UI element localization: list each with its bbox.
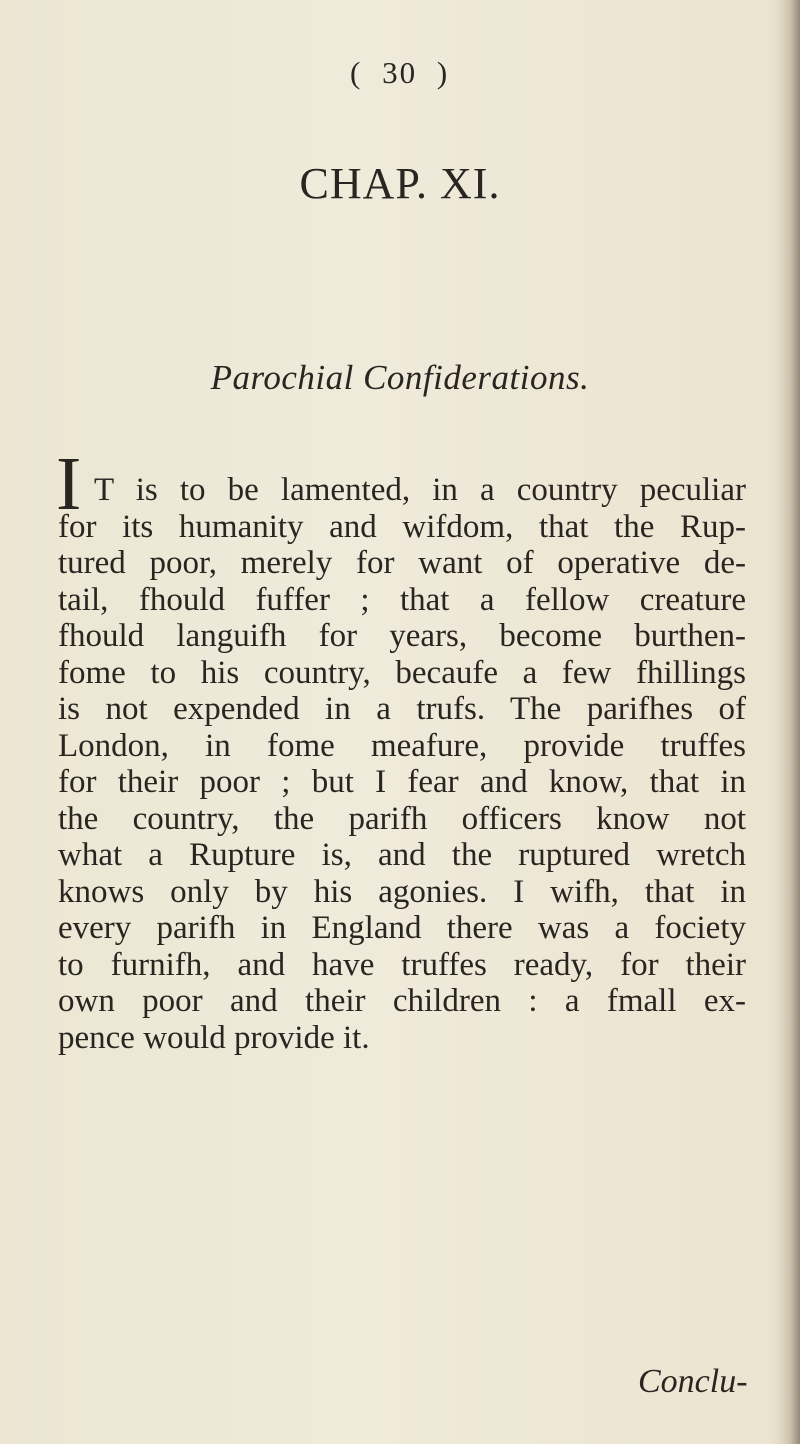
body-line: the country, the parifh officers know not [58, 800, 746, 837]
catchword: Conclu- [638, 1363, 748, 1400]
page-edge-shadow [778, 0, 800, 1444]
body-line: knows only by his agonies. I wifh, that in [58, 873, 746, 910]
body-line: to furnifh, and have truffes ready, for their [58, 946, 746, 983]
body-line: fome to his country, becaufe a few fhillings [58, 654, 746, 691]
drop-cap: I [56, 442, 82, 526]
page-number: ( 30 ) [350, 55, 450, 90]
body-line: for their poor ; but I fear and know, that in [58, 764, 746, 800]
body-line: tail, fhould fuffer ; that a fellow creature [58, 581, 746, 618]
chapter-title: Parochial Confiderations. [210, 358, 590, 397]
body-line: pence would provide it. [58, 1019, 370, 1056]
chapter-heading: CHAP. XI. [299, 159, 501, 208]
body-line: every parifh in England there was a fociety [58, 910, 746, 946]
body-line: tured poor, merely for want of operative de- [58, 545, 746, 581]
body-line: fhould languifh for years, become burthen- [58, 618, 746, 654]
body-line: own poor and their children : a fmall ex- [58, 983, 746, 1019]
body-line: for its humanity and wifdom, that the Rup- [58, 508, 746, 545]
body-line: T is to be lamented, in a country peculiar [94, 472, 746, 508]
body-line: is not expended in a trufs. The parifhes of [58, 691, 746, 727]
body-paragraph [58, 472, 746, 1056]
body-line: what a Rupture is, and the ruptured wretch [58, 837, 746, 873]
body-line: London, in fome meafure, provide truffes [58, 727, 746, 764]
